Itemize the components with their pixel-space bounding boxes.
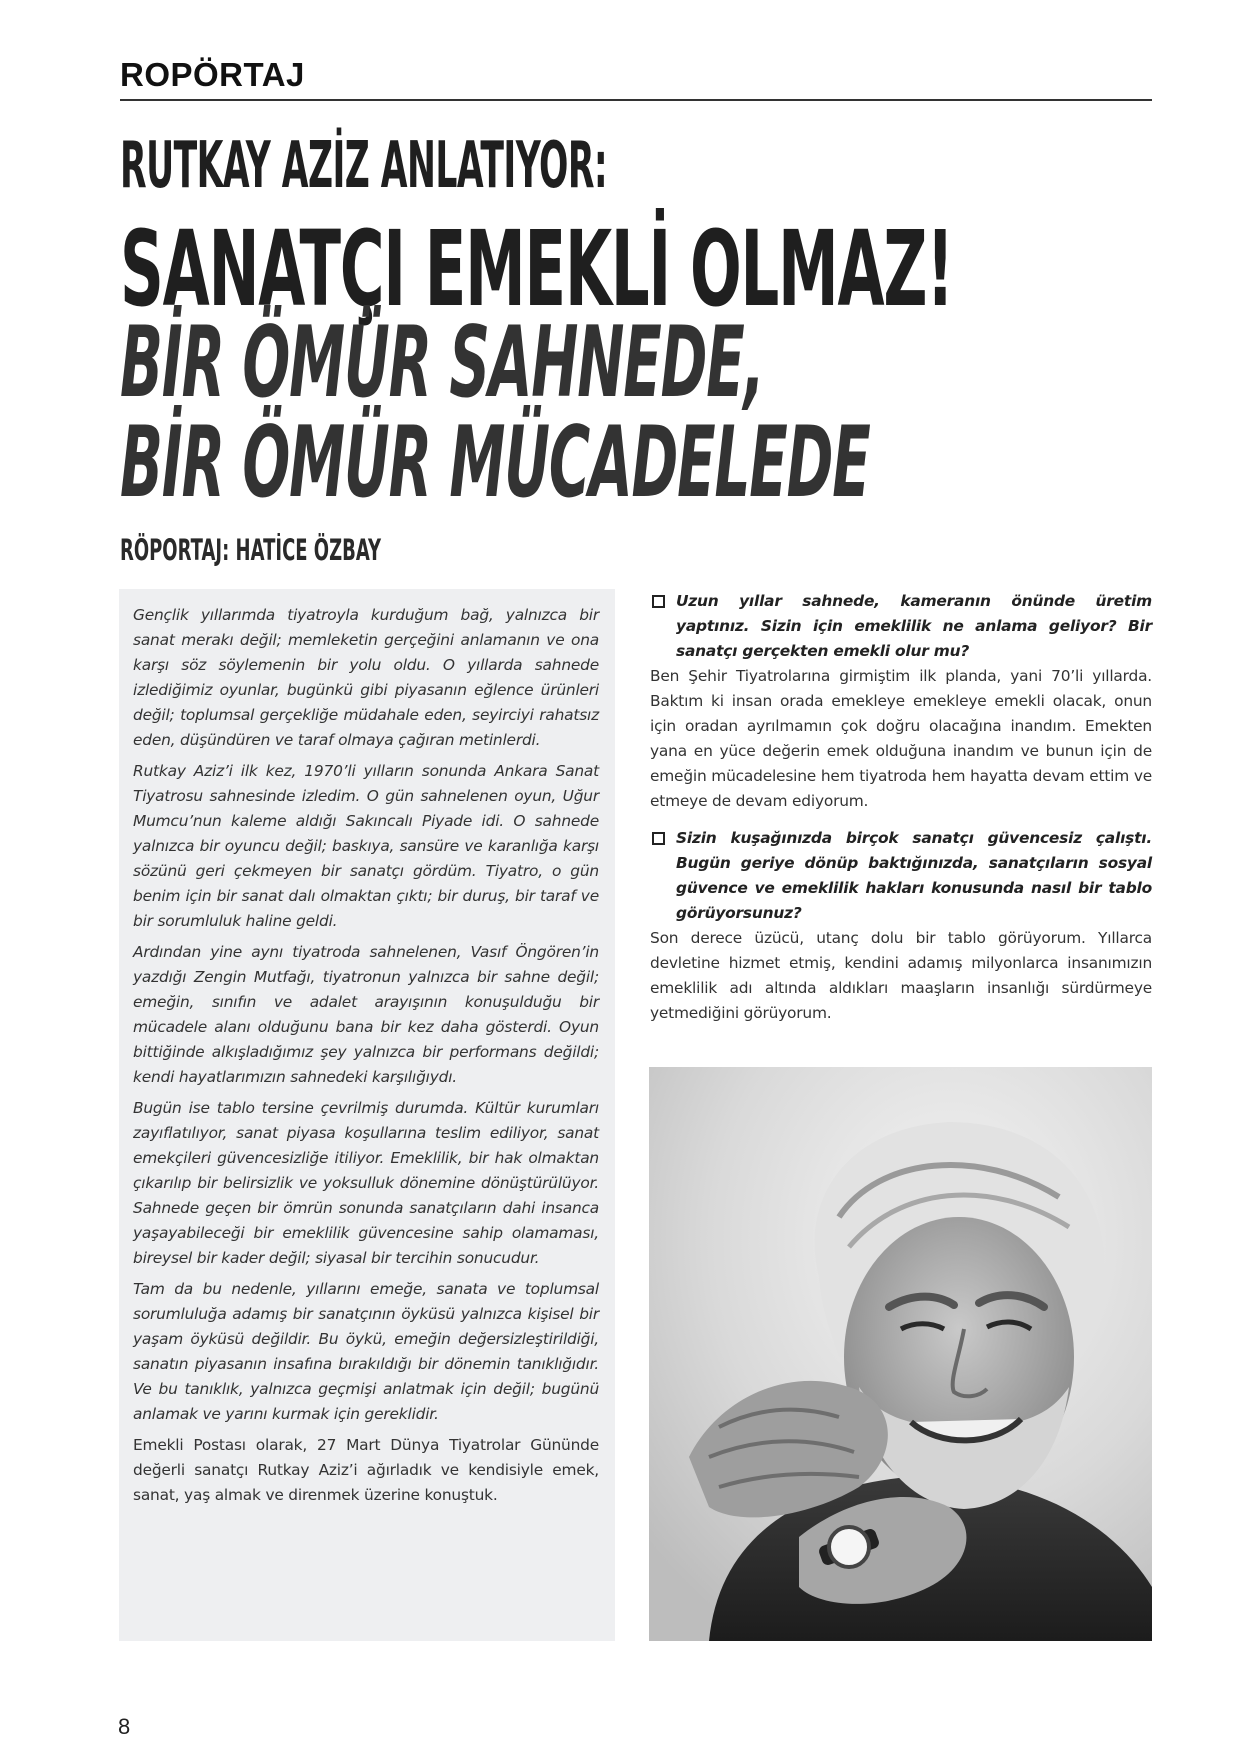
headline-title: SANATÇI EMEKLİ OLMAZ! [120,208,953,330]
intro-box [119,589,615,1641]
qa-block [650,589,1152,814]
section-divider [120,99,1152,101]
intro-paragraph: Tam da bu nedenle, yıllarını emeğe, sanata ve toplumsal sorumluluğa adamış bir sanatçının öyküsü yalnızca kişisel bir yaşam öyküsü değildir. Bu öykü, emeğin değersizleştirildiği, sanatın piyasanın insafına bırakıldığı bir dönemin tanıklığıdır. Ve bu tanıklık, yalnızca geçmişi anlatmak için değil; bugünü anlamak ve yarını kurmak için gereklidir. [133,1280,599,1423]
question-text: Sizin kuşağınızda birçok sanatçı güvencesiz çalıştı. Bugün geriye dönüp baktığınızda, sanatçıların sosyal güvence ve emeklilik hakları konusunda nasıl bir tablo görüyorsunuz? [676,829,1152,922]
interview-answer: Ben Şehir Tiyatrolarına girmiştim ilk planda, yani 70’li yıllarda. Baktım ki insan orada emekleye emekleye emekli olacak, onun için oradan ayrılmamın çok doğru olacağına inandım. Emekten yana en yüce değerin emek olduğuna inandım ve bunun için de emeğin mücadelesine hem tiyatroda hem hayatta devam ettim ve etmeye de devam ediyorum. [650,667,1152,810]
portrait-photo [649,1067,1152,1641]
question-text: Uzun yıllar sahnede, kameranın önünde üretim yaptınız. Sizin için emeklilik ne anlama geliyor? Bir sanatçı gerçekten emekli olur mu? [676,592,1152,660]
headline-kicker: RUTKAY AZİZ ANLATIYOR: [120,129,608,203]
section-label: ROPÖRTAJ [120,56,305,93]
interview-column [650,589,1152,1038]
checkbox-icon [652,595,665,608]
interview-answer: Son derece üzücü, utanç dolu bir tablo görüyorum. Yıllarca devletine hizmet etmiş, kendini adamış milyonlarca insanımızın emeklilik adı altında aldıkları maaşların insanlığı sürdürmeye yetmediğini görüyorum. [650,929,1152,1022]
interview-question [650,589,1152,664]
headline-subtitle-line-2: BİR ÖMÜR MÜCADELEDE [120,406,870,520]
intro-paragraph: Bugün ise tablo tersine çevrilmiş durumda. Kültür kurumları zayıflatılıyor, sanat piyasa koşullarına teslim ediliyor, sanat emekçileri güvencesizliğe itiliyor. Emeklilik, bir hak olmaktan çıkarılıp bir belirsizlik ve yoksulluk dönemine dönüştürülüyor. Sahnede geçen bir ömrün sonunda sanatçıların dahi insanca yaşayabileceği bir emeklilik güvencesine sahip olamaması, bireysel bir kader değil; siyasal bir tercihin sonucudur. [133,1099,599,1267]
intro-paragraph: Ardından yine aynı tiyatroda sahnelenen, Vasıf Öngören’in yazdığı Zengin Mutfağı, tiyatronun yalnızca bir sahne değil; emeğin, sınıfın ve adalet arayışının konuşulduğu bir mücadele alanı olduğunu bana bir kez daha gösterdi. Oyun bittiğinde alkışladığımız şey yalnızca bir performans değildi; kendi hayatlarımızın sahnedeki karşılığıydı. [133,943,599,1086]
headline-subtitle-line-1: BİR ÖMÜR SAHNEDE, [120,306,764,420]
intro-paragraph: Rutkay Aziz’i ilk kez, 1970’li yılların sonunda Ankara Sanat Tiyatrosu sahnesinde izledim. O gün sahnelenen oyun, Uğur Mumcu’nun kaleme aldığı Sakıncalı Piyade idi. O sahnede yalnızca bir oyuncu değil; baskıya, sansüre ve karanlığa karşı sözünü geri çekmeyen bir sanatçı gördüm. Tiyatro, o gün benim için bir sanat dalı olmaktan çıktı; bir duruş, bir taraf ve bir sorumluluk haline geldi. [133,762,599,930]
intro-paragraph: Gençlik yıllarımda tiyatroyla kurduğum bağ, yalnızca bir sanat merakı değil; memleketin gerçeğini anlamanın ve ona karşı söz söylemenin bir yolu oldu. O yıllarda sahnede izlediğimiz oyunlar, bugünkü gibi piyasanın eğlence ürünleri değil; toplumsal gerçekliğe müdahale eden, seyirciyi rahatsız eden, düşündüren ve taraf olmaya çağıran metinlerdi. [133,606,599,749]
intro-paragraph: Emekli Postası olarak, 27 Mart Dünya Tiyatrolar Gününde değerli sanatçı Rutkay Aziz’i ağırladık ve kendisiyle emek, sanat, yaş almak ve direnmek üzerine konuştuk. [133,1436,599,1504]
interview-question [650,826,1152,926]
byline: RÖPORTAJ: HATİCE ÖZBAY [120,533,382,567]
checkbox-icon [652,832,665,845]
page-number: 8 [118,1714,131,1739]
qa-block [650,826,1152,1026]
